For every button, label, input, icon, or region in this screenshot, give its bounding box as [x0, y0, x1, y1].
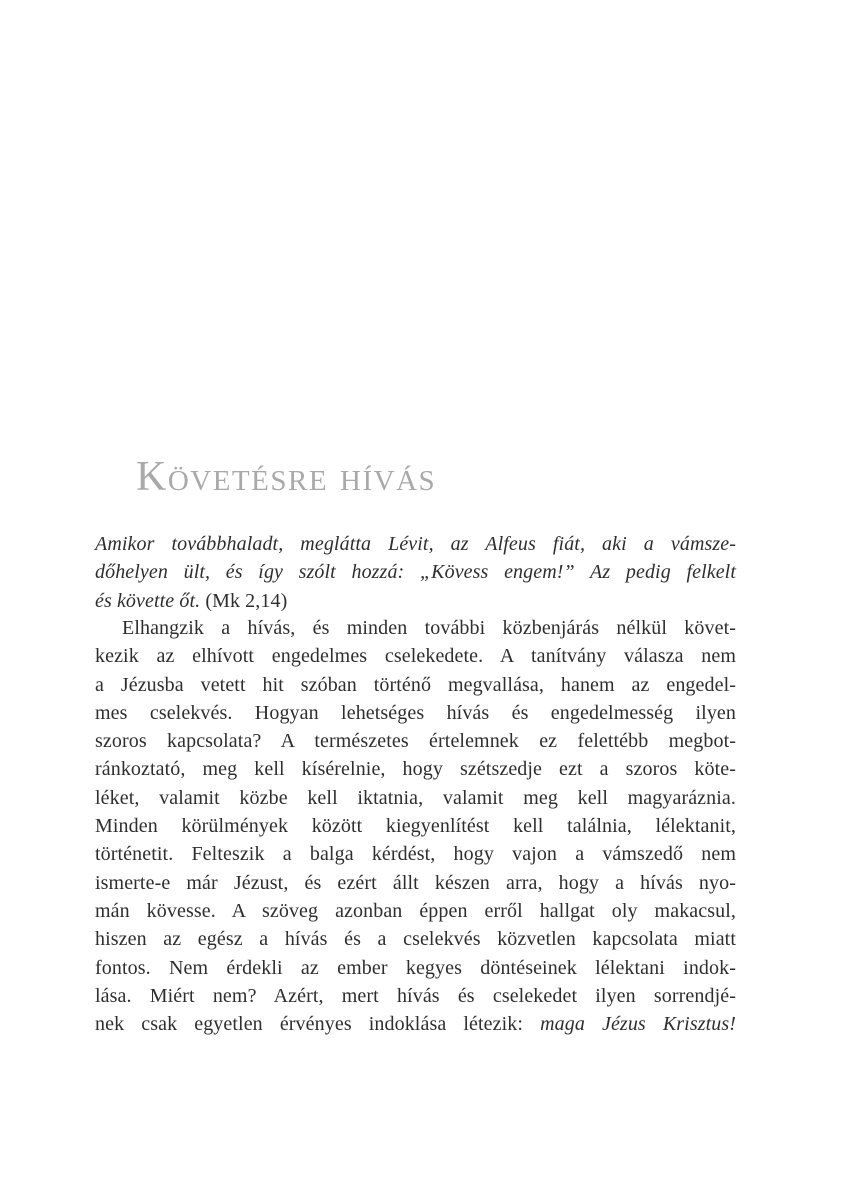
text-segment: lása. Miért nem? Azért, mert hívás és cselekedet ilyen sorrendjé-	[95, 984, 736, 1007]
text-line	[95, 784, 736, 812]
text-segment: Elhangzik a hívás, és minden további közbenjárás nélkül követ-	[122, 617, 736, 639]
text-line	[95, 982, 736, 1010]
text-line	[95, 587, 736, 615]
text-segment: és követte őt.	[95, 589, 206, 612]
text-segment: történetit. Felteszik a balga kérdést, hogy vajon a vámszedő nem	[95, 843, 736, 866]
text-segment: a Jézusba vetett hit szóban történő megvallása, hanem az engedel-	[95, 673, 736, 696]
body-paragraph	[95, 614, 736, 1038]
text-line	[95, 869, 736, 897]
text-line	[95, 840, 736, 868]
text-line	[95, 530, 736, 558]
text-line	[95, 614, 736, 642]
text-segment: mán kövesse. A szöveg azonban éppen erről hallgat oly makacsul,	[95, 899, 736, 922]
text-line	[95, 1010, 736, 1038]
chapter-title: Követésre hívás	[136, 454, 437, 500]
text-line	[95, 925, 736, 953]
text-line	[95, 897, 736, 925]
text-line	[95, 727, 736, 755]
text-line	[95, 755, 736, 783]
text-segment: léket, valamit közbe kell iktatnia, valamit meg kell magyaráznia.	[95, 786, 736, 809]
text-segment: Minden körülmények között kiegyenlítést kell találnia, lélektanit,	[95, 815, 736, 838]
text-segment: nek csak egyetlen érvényes indoklása létezik:	[95, 1013, 541, 1036]
text-segment: ismerte-e már Jézust, és ezért állt készen arra, hogy a hívás nyo-	[95, 871, 736, 894]
text-line	[95, 642, 736, 670]
text-segment: Amikor továbbhaladt, meglátta Lévit, az Alfeus fiát, aki a vámsze-	[95, 533, 736, 555]
text-segment: (Mk 2,14)	[205, 589, 288, 612]
text-segment: fontos. Nem érdekli az ember kegyes döntéseinek lélektani indok-	[95, 956, 736, 979]
text-segment: hiszen az egész a hívás és a cselekvés közvetlen kapcsolata miatt	[95, 928, 736, 951]
text-line	[95, 954, 736, 982]
text-line	[95, 558, 736, 586]
text-segment: ránkoztató, meg kell kísérelnie, hogy szétszedje ezt a szoros köte-	[95, 758, 736, 781]
text-line	[95, 812, 736, 840]
text-segment: szoros kapcsolata? A természetes értelemnek ez felettébb megbot-	[95, 730, 736, 753]
text-line	[95, 671, 736, 699]
scripture-quote	[95, 530, 736, 615]
text-segment: kezik az elhívott engedelmes cselekedete. A tanítvány válasza nem	[95, 645, 736, 668]
text-segment: mes cselekvés. Hogyan lehetséges hívás és engedelmesség ilyen	[95, 701, 736, 724]
text-line	[95, 699, 736, 727]
text-segment: dőhelyen ült, és így szólt hozzá: „Kövess engem!” Az pedig felkelt	[95, 561, 736, 584]
text-segment: maga Jézus Krisztus!	[540, 1013, 736, 1036]
